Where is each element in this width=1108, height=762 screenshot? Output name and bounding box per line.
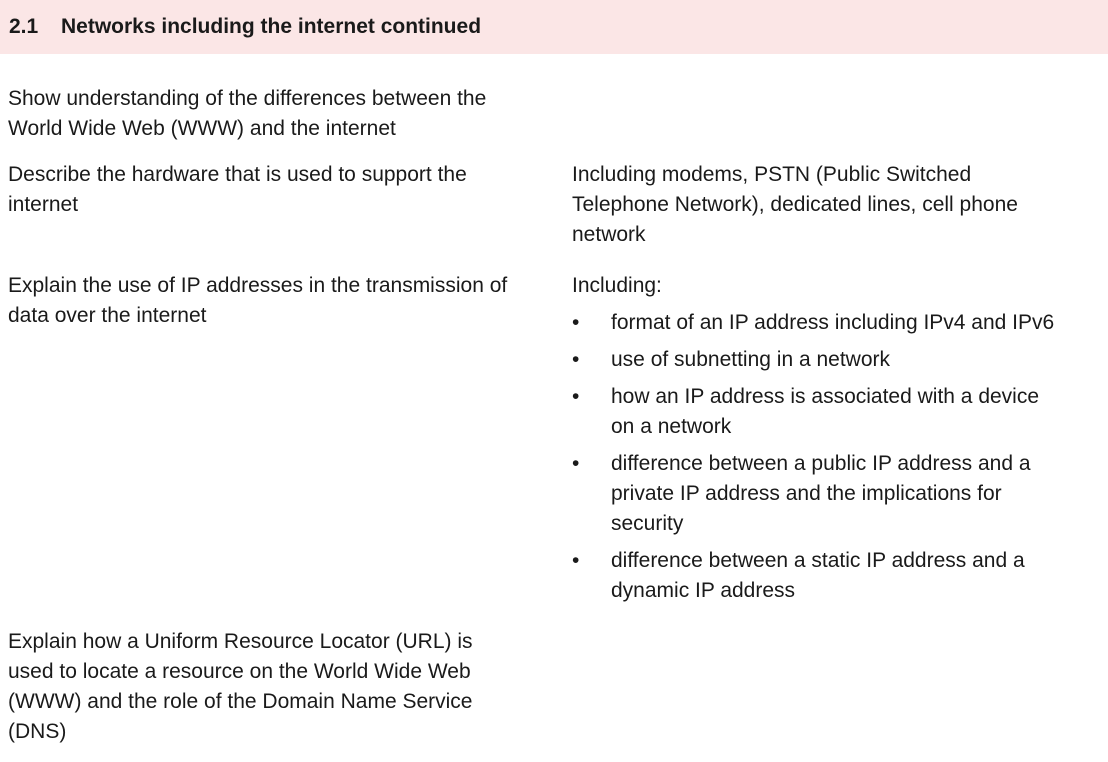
learning-objective: Show understanding of the differences between the World Wide Web (WWW) and the internet <box>8 87 487 140</box>
bullet-icon: • <box>572 549 580 572</box>
bullet-icon: • <box>572 452 580 475</box>
section-number: 2.1 <box>9 15 39 38</box>
list-item-text: how an IP address is associated with a device on a network <box>611 385 1040 438</box>
learning-objective: Explain the use of IP addresses in the transmission of data over the internet <box>8 274 508 327</box>
list-item <box>572 345 1102 375</box>
guidance-note <box>572 271 1102 606</box>
bullet-icon: • <box>572 311 580 334</box>
guidance-intro: Including: <box>572 274 662 297</box>
list-item <box>572 382 1102 442</box>
list-item <box>572 546 1102 606</box>
learning-objective: Explain how a Uniform Resource Locator (URL) is used to locate a resource on the World Wide Web (WWW) and the role of the Domain Name Service (DNS) <box>8 630 473 743</box>
bullet-icon: • <box>572 385 580 408</box>
section-header <box>0 0 1108 54</box>
bullet-list <box>572 308 1102 606</box>
learning-objective: Describe the hardware that is used to support the internet <box>8 163 467 216</box>
list-item-text: difference between a static IP address and a dynamic IP address <box>611 549 1025 602</box>
bullet-icon: • <box>572 348 580 371</box>
list-item <box>572 449 1102 539</box>
list-item-text: use of subnetting in a network <box>611 348 891 371</box>
section-title: Networks including the internet continued <box>61 15 482 38</box>
list-item-text: format of an IP address including IPv4 and IPv6 <box>611 311 1055 334</box>
guidance-note: Including modems, PSTN (Public Switched Telephone Network), dedicated lines, cell phone network <box>572 163 1018 246</box>
list-item <box>572 308 1102 338</box>
list-item-text: difference between a public IP address and a private IP address and the implications for security <box>611 452 1031 535</box>
